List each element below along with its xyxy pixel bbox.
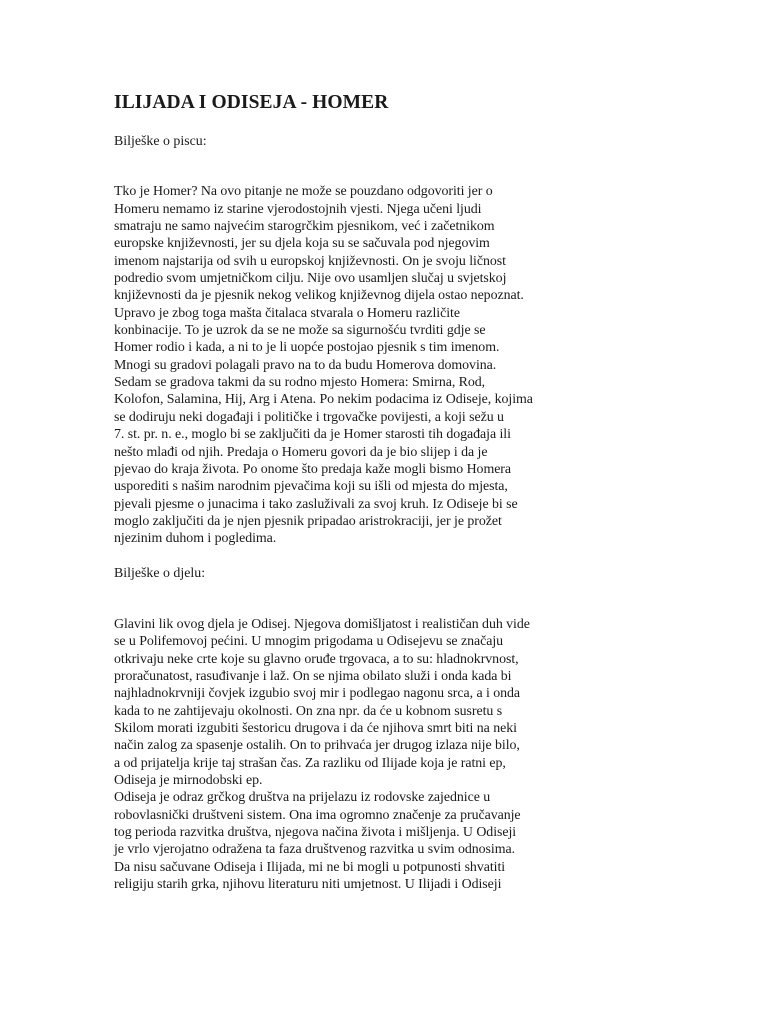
paragraph-author-notes	[114, 183, 544, 547]
text-line: Upravo je zbog toga mašta čitalaca stvarala o Homeru različite	[114, 305, 460, 321]
text-line: književnosti da je pjesnik nekog velikog književnog dijela ostao nepoznat.	[114, 288, 524, 304]
text-line: Skilom morati izgubiti šestoricu drugova i da će njihova smrt biti na neki	[114, 720, 517, 736]
text-line: Odiseja je mirnodobski ep.	[114, 773, 263, 788]
text-line: tog perioda razvitka društva, njegova načina života i mišljenja. U Odiseji	[114, 825, 517, 841]
text-line: Tko je Homer? Na ovo pitanje ne može se pouzdano odgovoriti jer o	[114, 184, 493, 200]
text-line: usporediti s našim narodnim pjevačima koji su išli od mjesta do mjesta,	[114, 479, 508, 495]
text-line: europske književnosti, jer su djela koja su se sačuvala pod njegovim	[114, 236, 490, 252]
text-line: robovlasnički društveni sistem. Ona ima ogromno značenje za pručavanje	[114, 807, 521, 823]
section-heading-work-notes: Bilješke o djelu:	[114, 565, 206, 581]
spacer	[114, 150, 544, 183]
text-line: Mnogi su gradovi polagali pravo na to da budu Homerova domovina.	[114, 357, 497, 373]
text-line: Sedam se gradova takmi da su rodno mjesto Homera: Smirna, Rod,	[114, 375, 486, 391]
document-page	[114, 91, 544, 893]
text-line: nešto mlađi od njih. Predaja o Homeru govori da je bio slijep i da je	[114, 444, 488, 460]
text-line: se dodiruju neki događaji i političke i trgovačke povijesti, a koji sežu u	[114, 409, 504, 425]
text-line: način zalog za spasenje ostalih. On to prihvaća jer drugog izlaza nije bilo,	[114, 738, 520, 754]
text-line: 7. st. pr. n. e., moglo bi se zaključiti da je Homer starosti tih događaja ili	[114, 427, 511, 443]
text-line: pjevali pjesme o junacima i tako zasluživali za svoj kruh. Iz Odiseje bi se	[114, 496, 518, 512]
text-line: je vrlo vjerojatno odražena ta faza društvenog razvitka u svim odnosima.	[114, 842, 516, 858]
text-line: moglo zaključiti da je njen pjesnik pripadao aristrokraciji, jer je prožet	[114, 513, 502, 529]
text-line: a od prijatelja krije taj strašan čas. Za razliku od Ilijade koja je ratni ep,	[114, 755, 506, 771]
paragraph-work-notes	[114, 616, 544, 894]
text-line: Homeru nemamo iz starine vjerodostojnih vjesti. Njega učeni ljudi	[114, 201, 482, 217]
document-title: ILIJADA I ODISEJA - HOMER	[114, 92, 389, 113]
text-line: Odiseja je odraz grčkog društva na prijelazu iz rodovske zajednice u	[114, 790, 491, 806]
spacer	[114, 582, 544, 616]
spacer	[114, 548, 544, 565]
text-line: kada to ne zahtijevaju okolnosti. On zna npr. da će u kobnom susretu s	[114, 703, 503, 719]
text-line: najhladnokrvniji čovjek izgubio svoj mir i podlegao nagonu srca, a i onda	[114, 686, 521, 702]
text-line: religiju starih grka, njihovu literaturu niti umjetnost. U Ilijadi i Odiseji	[114, 877, 502, 893]
text-line: konbinacije. To je uzrok da se ne može sa sigurnošću tvrditi gdje se	[114, 323, 486, 339]
text-line: pjevao do kraja života. Po onome što predaja kaže mogli bismo Homera	[114, 461, 512, 477]
text-line: Glavini lik ovog djela je Odisej. Njegova domišljatost i realističan duh vide	[114, 616, 530, 632]
text-line: otkrivaju neke crte koje su glavno oruđe trgovaca, a to su: hladnokrvnost,	[114, 651, 519, 667]
text-line: podredio svom umjetničkom cilju. Nije ovo usamljen slučaj u svjetskoj	[114, 271, 507, 287]
text-line: imenom najstarija od svih u europskoj književnosti. On je svoju ličnost	[114, 253, 506, 269]
text-line: se u Polifemovoj pećini. U mnogim prigodama u Odisejevu se značaju	[114, 634, 504, 650]
text-line: proračunatost, rasuđivanje i laž. On se njima obilato služi i onda kada bi	[114, 668, 512, 684]
text-line: Kolofon, Salamina, Hij, Arg i Atena. Po nekim podacima iz Odiseje, kojima	[114, 392, 533, 408]
text-line: Homer rodio i kada, a ni to je li uopće postojao pjesnik s tim imenom.	[114, 340, 500, 356]
text-line: njezinim duhom i pogledima.	[114, 531, 277, 547]
section-heading-author-notes: Bilješke o piscu:	[114, 134, 207, 149]
text-line: smatraju ne samo najvećim starogrčkim pjesnikom, već i začetnikom	[114, 219, 495, 235]
text-line: Da nisu sačuvane Odiseja i Ilijada, mi ne bi mogli u potpunosti shvatiti	[114, 859, 506, 875]
